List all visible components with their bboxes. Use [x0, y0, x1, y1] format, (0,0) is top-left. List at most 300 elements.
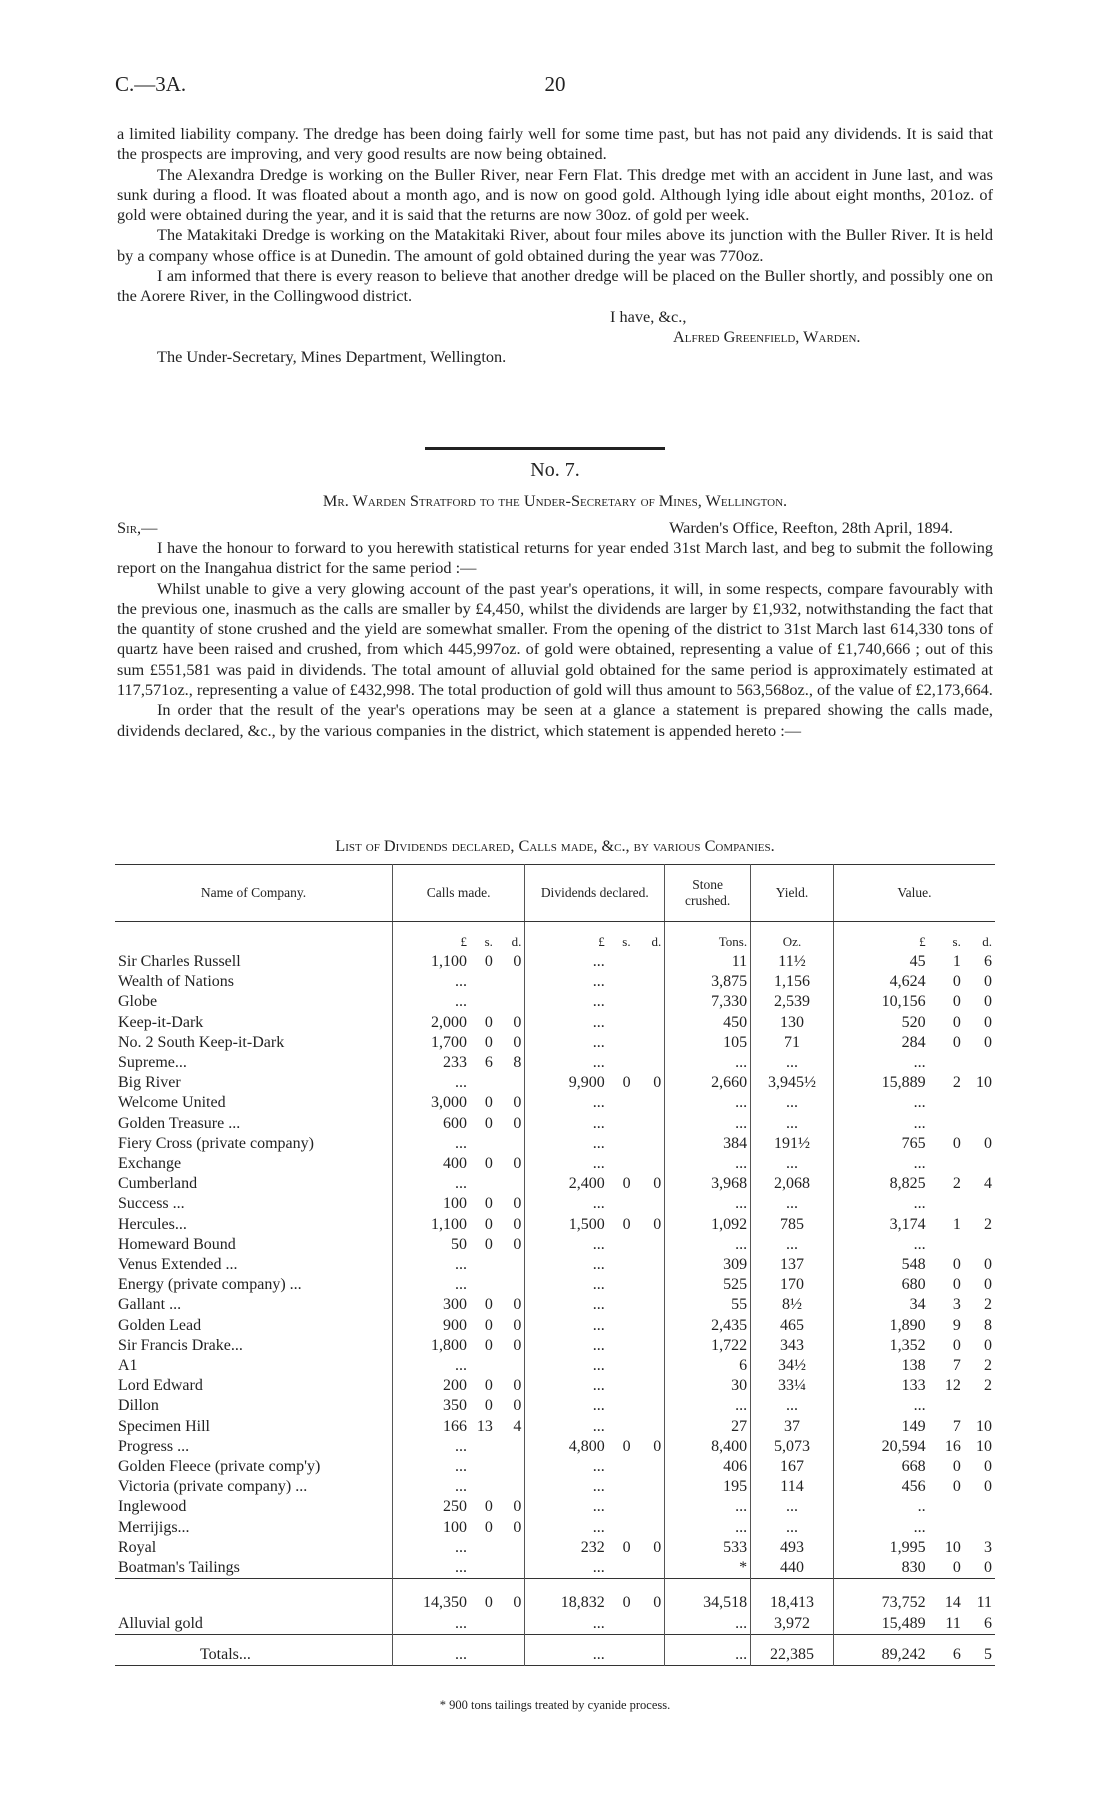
table-cell: 0 [513, 1296, 522, 1314]
table-cell: ... [525, 1154, 608, 1174]
table-cell [470, 1538, 496, 1558]
table-cell: 8 [513, 1054, 522, 1072]
table-cell [964, 1396, 995, 1416]
company-name: Dillon [118, 1397, 159, 1415]
section-title: No. 7. [530, 459, 580, 481]
table-row [115, 1396, 995, 1416]
table-cell: 191½ [751, 1134, 834, 1154]
table-cell: 343 [751, 1336, 834, 1356]
table-cell: 450 [665, 1013, 751, 1033]
table-cell: 34 [833, 1295, 928, 1315]
table-cell: ... [525, 1634, 608, 1665]
table-cell: 0 [484, 1033, 493, 1051]
table-cell [470, 972, 496, 992]
table-cell: 0 [952, 1013, 961, 1031]
company-name: Keep-it-Dark [118, 1013, 204, 1031]
table-cell: 765 [833, 1134, 928, 1154]
table-cell [634, 1497, 665, 1517]
table-cell: 0 [484, 953, 493, 970]
table-cell [964, 1194, 995, 1214]
table-cell [608, 1093, 634, 1113]
table-cell: 9,900 [525, 1073, 608, 1093]
company-name: Cumberland [118, 1175, 198, 1193]
table-cell: 1 [952, 1215, 961, 1233]
company-name: Inglewood [118, 1498, 187, 1516]
company-name: Wealth of Nations [118, 973, 235, 991]
table-cell: 400 [392, 1154, 470, 1174]
table-cell: 167 [751, 1457, 834, 1477]
company-name: Exchange [118, 1155, 182, 1173]
table-cell: ... [665, 1053, 751, 1073]
table-cell: 785 [751, 1215, 834, 1235]
table-cell: 0 [984, 993, 992, 1011]
table-row [115, 1013, 995, 1033]
table-cell: 3,972 [751, 1614, 834, 1635]
table-cell: 440 [751, 1558, 834, 1579]
table-cell: 27 [665, 1417, 751, 1437]
table-cell [470, 1174, 496, 1194]
table-cell: 0 [622, 1594, 631, 1612]
paragraph: In order that the result of the year's operations may be seen at a glance a statement is prepared showing the calls made, dividends declared, &c., by the various companies in the district, which statement is appended hereto :— [117, 700, 993, 740]
table-cell [470, 1558, 496, 1579]
table-row [115, 1093, 995, 1113]
table-cell [608, 1275, 634, 1295]
table-cell: 0 [484, 1377, 493, 1395]
table-cell: 0 [513, 1195, 522, 1213]
table-cell: ... [392, 972, 470, 992]
unit-label: £ [833, 922, 928, 953]
col-header-company: Name of Company. [115, 865, 392, 922]
company-name: Specimen Hill [118, 1417, 210, 1435]
table-row [115, 1417, 995, 1437]
table-cell [608, 992, 634, 1012]
unit-label: d. [511, 933, 522, 949]
table-cell [964, 1053, 995, 1073]
table-cell: 0 [952, 1336, 961, 1354]
table-row [115, 1215, 995, 1235]
table-cell [608, 1033, 634, 1053]
col-header-value: Value. [833, 865, 995, 922]
table-cell [634, 992, 665, 1012]
table-cell [470, 1457, 496, 1477]
table-cell: 233 [392, 1053, 470, 1073]
table-cell: 14,350 [392, 1579, 470, 1614]
table-cell [634, 1114, 665, 1134]
table-cell: 350 [392, 1396, 470, 1416]
table-cell: 2 [984, 1377, 992, 1395]
table-cell: ... [751, 1053, 834, 1073]
table-cell [634, 1295, 665, 1315]
table-cell [608, 1235, 634, 1255]
table-cell: 0 [513, 1336, 522, 1354]
table-cell: ... [833, 1518, 928, 1538]
table-cell [634, 1235, 665, 1255]
table-row [115, 1194, 995, 1214]
table-cell: 5,073 [751, 1437, 834, 1457]
table-cell [496, 1275, 525, 1295]
table-cell [470, 1134, 496, 1154]
table-cell [634, 1093, 665, 1113]
table-cell [964, 1114, 995, 1134]
table-cell: 900 [392, 1316, 470, 1336]
table-cell [634, 1376, 665, 1396]
table-cell: 3 [952, 1296, 961, 1314]
table-cell: 525 [665, 1275, 751, 1295]
table-cell: 0 [513, 1155, 522, 1173]
table-cell: 1,100 [392, 1215, 470, 1235]
company-name: Fiery Cross (private company) [118, 1134, 314, 1152]
table-cell: 11 [945, 1614, 961, 1632]
units-row [115, 922, 995, 953]
table-cell: ... [665, 1614, 751, 1635]
table-cell [470, 1634, 496, 1665]
table-cell: 0 [484, 1296, 493, 1314]
table-cell: ... [525, 1558, 608, 1579]
company-name: Supreme... [118, 1054, 187, 1072]
table-row [115, 1255, 995, 1275]
table-cell: 7 [952, 1417, 961, 1435]
company-name: Success ... [118, 1195, 185, 1213]
table-cell: 0 [513, 1215, 522, 1233]
table-cell [929, 1154, 964, 1174]
table-cell: 0 [484, 1114, 493, 1132]
table-cell [634, 1477, 665, 1497]
table-cell: 0 [622, 1215, 631, 1233]
table-cell: 30 [665, 1376, 751, 1396]
table-cell [496, 1134, 525, 1154]
table-cell [964, 1154, 995, 1174]
table-cell: 0 [484, 1336, 493, 1354]
table-cell: 8,825 [833, 1174, 928, 1194]
paragraph: The Matakitaki Dredge is working on the Matakitaki River, about four miles above its junction with the Buller River. It is held by a company whose office is at Dunedin. The amount of gold obtained during the year was 770oz. [117, 225, 993, 265]
table-cell: ... [833, 1396, 928, 1416]
table-cell: 4 [513, 1417, 522, 1435]
table-cell: 0 [513, 1594, 522, 1612]
table-cell [634, 1053, 665, 1073]
table-cell: 0 [653, 1437, 662, 1455]
table-cell: ... [665, 1518, 751, 1538]
table-cell: 520 [833, 1013, 928, 1033]
table-cell: 0 [513, 1033, 522, 1051]
table-cell [496, 1457, 525, 1477]
table-cell [634, 972, 665, 992]
paragraph: I am informed that there is every reason to believe that another dredge will be placed on the Buller shortly, and possibly one on the Aorere River, in the Collingwood district. [117, 266, 993, 306]
table-cell: 1,700 [392, 1033, 470, 1053]
table-cell: 0 [653, 1594, 662, 1612]
table-cell [470, 1255, 496, 1275]
table-cell: 14 [944, 1594, 961, 1612]
table-cell: 0 [952, 1276, 961, 1294]
table-cell [496, 972, 525, 992]
table-row [115, 1073, 995, 1093]
table-cell: ... [392, 1275, 470, 1295]
table-cell [608, 952, 634, 972]
company-name: Boatman's Tailings [118, 1559, 240, 1577]
table-cell: ... [751, 1497, 834, 1517]
table-row [115, 1558, 995, 1579]
table-cell: 0 [513, 953, 522, 970]
table-cell: * [665, 1558, 751, 1579]
addressee: The Under-Secretary, Mines Department, Wellington. [157, 347, 507, 367]
table-cell: ... [525, 992, 608, 1012]
table-cell: 250 [392, 1497, 470, 1517]
table-cell: 0 [484, 1498, 493, 1516]
table-cell: 105 [665, 1033, 751, 1053]
table-cell: 3,875 [665, 972, 751, 992]
table-cell: ... [751, 1235, 834, 1255]
table-cell: 0 [513, 1498, 522, 1516]
table-cell [608, 1316, 634, 1336]
company-name: Hercules... [118, 1215, 187, 1233]
table-cell: 22,385 [751, 1634, 834, 1665]
table-cell: 0 [622, 1538, 631, 1556]
table-cell [608, 1114, 634, 1134]
table-cell: ... [525, 1295, 608, 1315]
table-cell: 1,352 [833, 1336, 928, 1356]
company-name: Royal [118, 1538, 157, 1556]
table-row [115, 1275, 995, 1295]
table-cell: 2 [984, 1357, 992, 1375]
table-cell: 284 [833, 1033, 928, 1053]
table-cell: ... [665, 1194, 751, 1214]
table-row [115, 1114, 995, 1134]
table-cell: 0 [653, 1074, 662, 1092]
table-cell [929, 1093, 964, 1113]
table-cell: ... [525, 1497, 608, 1517]
table-cell: 100 [392, 1518, 470, 1538]
table-cell [929, 1518, 964, 1538]
table-cell: 6 [665, 1356, 751, 1376]
table-cell: 2,000 [392, 1013, 470, 1033]
table-cell: ... [751, 1396, 834, 1416]
table-cell: 15,889 [833, 1073, 928, 1093]
table-cell: ... [525, 1518, 608, 1538]
table-cell: ... [751, 1093, 834, 1113]
table-cell [496, 1073, 525, 1093]
table-cell: ... [751, 1518, 834, 1538]
table-cell: 0 [952, 1256, 961, 1274]
table-cell: 8½ [751, 1295, 834, 1315]
table-cell [496, 1437, 525, 1457]
table-cell: 2 [952, 1175, 961, 1193]
table-cell: ... [833, 1053, 928, 1073]
unit-label: d. [651, 933, 662, 949]
company-name: No. 2 South Keep-it-Dark [118, 1033, 285, 1051]
table-cell [470, 1614, 496, 1635]
table-cell: 6 [984, 953, 992, 970]
table-cell [634, 1316, 665, 1336]
table-cell: ... [665, 1235, 751, 1255]
company-name: Golden Lead [118, 1316, 202, 1334]
table-cell: ... [392, 1457, 470, 1477]
salutation: Sir,— [117, 518, 158, 537]
table-footnote: * 900 tons tailings treated by cyanide process. [439, 1698, 671, 1712]
table-cell: ... [833, 1194, 928, 1214]
table-cell: 15,489 [833, 1614, 928, 1635]
table-cell: 0 [513, 1114, 522, 1132]
table-cell: ... [525, 1356, 608, 1376]
table-cell: 34½ [751, 1356, 834, 1376]
table-cell: 10 [976, 1437, 992, 1455]
company-name: Big River [118, 1074, 181, 1092]
table-cell [608, 1614, 634, 1635]
table-cell: 18,832 [525, 1579, 608, 1614]
company-name: Progress ... [118, 1437, 190, 1455]
table-cell: 1,800 [392, 1336, 470, 1356]
totals-row [115, 1634, 995, 1665]
table-cell: 2,400 [525, 1174, 608, 1194]
table-cell [634, 1013, 665, 1033]
table-cell [470, 1437, 496, 1457]
table-cell: 548 [833, 1255, 928, 1275]
paragraph: a limited liability company. The dredge has been doing fairly well for some time past, but has not paid any dividends. It is said that the prospects are improving, and very good results are now being obtained. [117, 124, 993, 164]
table-cell: ... [751, 1194, 834, 1214]
table-cell [496, 1614, 525, 1635]
table-cell [608, 1457, 634, 1477]
company-name: Lord Edward [118, 1377, 203, 1395]
table-cell: 668 [833, 1457, 928, 1477]
alluvial-row [115, 1614, 995, 1635]
col-header-calls: Calls made. [392, 865, 525, 922]
table-cell: 200 [392, 1376, 470, 1396]
table-cell: ... [525, 972, 608, 992]
table-cell: ... [525, 1614, 608, 1635]
closing: I have, &c., [610, 306, 687, 326]
table-cell [634, 1336, 665, 1356]
table-row [115, 1497, 995, 1517]
table-cell [634, 1356, 665, 1376]
table-cell: 7,330 [665, 992, 751, 1012]
table-cell: 0 [484, 1195, 493, 1213]
table-cell [496, 1477, 525, 1497]
table-cell: ... [525, 1013, 608, 1033]
table-cell: 0 [513, 1377, 522, 1395]
table-cell [634, 1457, 665, 1477]
table-cell: 3,968 [665, 1174, 751, 1194]
unit-label: Tons. [665, 922, 751, 953]
table-cell [496, 1538, 525, 1558]
table-cell [608, 972, 634, 992]
table-cell [929, 1194, 964, 1214]
table-cell: ... [751, 1154, 834, 1174]
table-cell: ... [525, 1316, 608, 1336]
table-cell: 2,539 [751, 992, 834, 1012]
table-cell: 309 [665, 1255, 751, 1275]
company-name: Totals... [200, 1645, 251, 1663]
company-name: Golden Treasure ... [118, 1114, 241, 1132]
table-cell: 16 [944, 1437, 961, 1455]
table-cell [634, 1154, 665, 1174]
table-cell [634, 1033, 665, 1053]
company-name: Sir Francis Drake... [118, 1336, 243, 1354]
table-title: List of Dividends declared, Calls made, &c., by various Companies. [335, 836, 775, 855]
table-row [115, 1336, 995, 1356]
table-cell: ... [525, 1093, 608, 1113]
table-cell: 1,995 [833, 1538, 928, 1558]
table-cell: ... [525, 1235, 608, 1255]
table-cell: 6 [952, 1645, 961, 1663]
table-cell [608, 1558, 634, 1579]
table-cell: ... [392, 1073, 470, 1093]
table-cell: 34,518 [665, 1579, 751, 1614]
table-cell: ... [525, 1053, 608, 1073]
table-cell: 0 [622, 1175, 631, 1193]
table-cell: 1,100 [392, 952, 470, 972]
table-cell: 0 [484, 1316, 493, 1334]
company-name: Welcome United [118, 1094, 226, 1112]
table-cell [470, 1477, 496, 1497]
table-cell: 170 [751, 1275, 834, 1295]
table-cell [608, 1356, 634, 1376]
table-cell [964, 1518, 995, 1538]
table-cell: 0 [484, 1397, 493, 1415]
table-cell: 8,400 [665, 1437, 751, 1457]
table-cell: .. [833, 1497, 928, 1517]
company-name: Sir Charles Russell [118, 953, 241, 970]
table-cell: 3,945½ [751, 1073, 834, 1093]
table-cell: 456 [833, 1477, 928, 1497]
table-cell: 0 [513, 1235, 522, 1253]
table-cell: 0 [484, 1094, 493, 1112]
table-cell: 0 [484, 1013, 493, 1031]
table-cell [929, 1114, 964, 1134]
table-row [115, 1235, 995, 1255]
table-row [115, 1295, 995, 1315]
table-cell: 7 [952, 1357, 961, 1375]
table-cell: 20,594 [833, 1437, 928, 1457]
table-cell [929, 1235, 964, 1255]
table-cell: 0 [984, 1478, 992, 1496]
table-cell: ... [392, 1477, 470, 1497]
company-name: A1 [118, 1357, 138, 1375]
table-row [115, 1174, 995, 1194]
table-cell [929, 1053, 964, 1073]
table-cell: 1,500 [525, 1215, 608, 1235]
letter-body [117, 518, 993, 741]
table-cell [634, 1194, 665, 1214]
table-cell: ... [525, 1396, 608, 1416]
table-cell: ... [833, 1235, 928, 1255]
table-cell: 50 [392, 1235, 470, 1255]
table-row [115, 1154, 995, 1174]
report-continuation [117, 124, 993, 368]
table-cell: 0 [484, 1594, 493, 1612]
table-cell: 600 [392, 1114, 470, 1134]
table-cell: ... [665, 1093, 751, 1113]
table-cell: 3,000 [392, 1093, 470, 1113]
table-row [115, 1033, 995, 1053]
page-header [115, 72, 995, 102]
table-cell [496, 1558, 525, 1579]
table-cell: 406 [665, 1457, 751, 1477]
table-row [115, 952, 995, 972]
paragraph: The Alexandra Dredge is working on the Buller River, near Fern Flat. This dredge met with an accident in June last, and was sunk during a flood. It was floated about a month ago, and is now on good gold. Although lying idle about eight months, 201oz. of gold were obtained during the year, and it is said that the returns are now 30oz. of gold per week. [117, 164, 993, 225]
table-cell: 2,660 [665, 1073, 751, 1093]
company-name: Alluvial gold [118, 1614, 203, 1632]
paragraph: I have the honour to forward to you herewith statistical returns for year ended 31st March last, and beg to submit the following report on the Inangahua district for the same period :— [117, 538, 993, 578]
table-cell: 10 [976, 1074, 992, 1092]
table-cell: 89,242 [833, 1634, 928, 1665]
table-cell: ... [392, 1134, 470, 1154]
table-cell: ... [525, 1336, 608, 1356]
table-cell: 0 [622, 1074, 631, 1092]
unit-label: d. [982, 933, 992, 949]
table-cell: 0 [984, 1559, 992, 1577]
table-cell: 5 [984, 1645, 992, 1663]
table-cell: 0 [952, 1559, 961, 1577]
table-cell [470, 1356, 496, 1376]
table-row [115, 1437, 995, 1457]
